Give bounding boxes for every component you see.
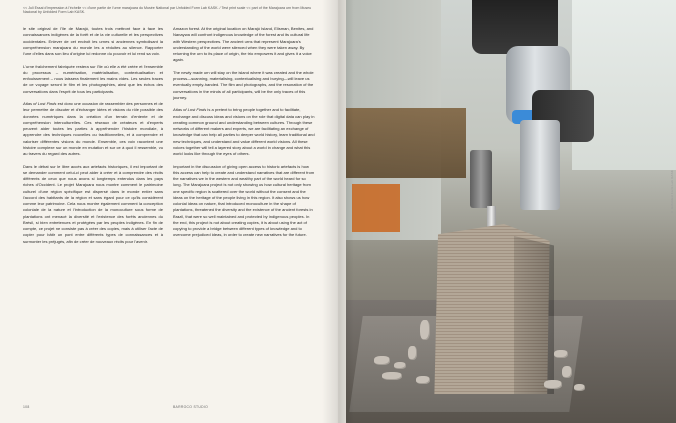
french-paragraph-3: [23, 101, 163, 157]
robot-arm: [520, 120, 560, 210]
french-paragraph-2: L'urne fraîchement fabriquée restera sur l'île où elle a été créée et l'ensemble du processus – numérisation, matérialisation, contextualisation et enfouissement – nous laissera finalement les mains vides. Les seules traces de ce voyage seront le film et les photographies, ainsi que les échos des conversations dans l'esprit de tous les participants.: [23, 63, 163, 94]
running-head: BARROCO STUDIO: [173, 405, 209, 409]
clay-fragment: [374, 356, 390, 365]
french-column: [23, 26, 163, 251]
photo-window: [572, 0, 676, 170]
clay-print-shadow: [514, 236, 554, 394]
figure-caption: << Juli Essai d'impression à l'échelle << d'une partie de l'urne marajoara du Musée National par Unfolded Form Lab KASK. / Test print scale << part of the Marajoara urn from Museu Nacional by Unfolded Form Lab KASK.: [23, 6, 312, 15]
french-paragraph-3-text: est donc une occasion de rassembler des personnes et de leur permettre de discuter et d'échanger idées et visions du rôle possible des données numériques dans la création d'un terrain d'entente et de compréhension interculturelles. Ces réseaux de créateurs et d'experts peuvent aider toutes les parties à appréhender l'histoire mondiale, à apprendre des techniques nouvelles ou traditionnelles, et à comprendre et valoriser différentes visions du monde. Ensemble, ces voix racontent une histoire complexe sur un monde en mutation et sur ce à quoi il ressemble, vu au travers du regard des autres.: [23, 101, 163, 156]
english-paragraph-4: Important in the discussion of giving open access to historic artefacts is how this access can help to create and understand narratives that are different from the narratives we in the western and wealthy part of the world heard for so long. The Marajoara project is not only showing us how cultural heritage from one specific region is scattered over the world without the consent and the ideas on the heritage of the people living in this region. It also shows us how colonial ideas on nature, that introduced monoculture in the shape of plantations, threatened the diversity and the existence of the ancient forests in Brazil, that were so well maintained and protected by indigenous peoples. In the end, this project is not about creating copies, it is about using the act of copying to provide a bridge between different types of knowledge and to overcome prejudiced ideas, in order to create new narratives for the future.: [173, 163, 315, 238]
english-title-italic: Atlas of Lost Finds: [173, 107, 207, 113]
english-paragraph-1: Amazon forest. At the original location on Marajó Island, Elisman, Benites, and Nanaywa will confront indigenous knowledge of the forest and its cultural life with Western perspectives. The ancient urns that represent Marajoara's understanding of the world were silenced when they were taken away. By returning the urn to its place of origin, the trio empowers it and gives it a voice again.: [173, 26, 314, 63]
french-title-italic: Atlas of Lost Finds: [23, 101, 57, 106]
english-paragraph-3-text: is a pretext to bring people together and to facilitate, exchange and discuss ideas and visions on the role that digital data can play in creating common ground and understanding between cultures. Through these networks of different makers and experts, we are facilitating an exchange of knowledge that can help all parties to deeper world history, learn traditional and new techniques, and understand and value different world visions. All these voices together will tell a layered story about a world in change and what this world looks like through the eyes of others.: [173, 107, 315, 156]
clay-fragment: [544, 380, 562, 389]
robot-clay-print-photo: [346, 0, 676, 423]
english-column: [173, 26, 315, 245]
photo-credit: © Unfolded Form Lab KASK: [670, 170, 674, 215]
photo-orange-object: [352, 184, 400, 232]
clay-fragment: [416, 376, 430, 384]
clay-fragment: [382, 372, 402, 380]
clay-fragment: [420, 320, 430, 340]
page-number: 108: [23, 405, 30, 409]
clay-fragment: [554, 350, 568, 358]
english-paragraph-3: [173, 107, 315, 157]
clay-fragment: [562, 366, 572, 378]
english-paragraph-2: The newly made urn will stay on the island where it was created and the whole process—scanning, materialising, contextualising and burying—will leave us eventually empty-handed. The film and photographs, and the resonation of the conversations in the minds of all participants, will be the only traces of this journey.: [173, 69, 314, 100]
clay-fragment: [394, 362, 406, 369]
clay-extruder: [470, 150, 492, 208]
french-paragraph-4: Dans le débat sur le libre accès aux artefacts historiques, il est important de se demander comment celui-ci peut aider à créer et à comprendre des récits différents de ceux que nous avons si longtemps entendus dans les pays riches d'Occident. Le projet Marajoara nous montre comment le patrimoine culturel d'une région spécifique est dispersé dans le monde entier sans l'accord des habitants de la région et sans égard pour ce qu'ils considèrent comme leur patrimoine. Cela nous montre également comment la conception coloniale de la nature et l'introduction de la monoculture sous forme de plantations ont menacé la diversité et l'existence des forêts anciennes du Brésil, si bien entretenues et protégées par les peuples indigènes. En fin de compte, ce projet ne consiste pas à créer des copies, mais à utiliser l'acte de copier pour bâtir un pont entre différents types de connaissances et à surmonter les préjugés, afin de créer de nouveaux récits pour l'avenir.: [23, 163, 163, 244]
clay-fragment: [408, 346, 417, 360]
french-paragraph-1: le site original de l'île de Marajó, toutes trois mettront face à face les connaissances indigènes de la forêt et de la vie culturelle et les perspectives occidentales. Enlever de cet endroit les urnes si anciennes symbolisant la compréhension marajoara du monde les a réduites au silence. Rapporter l'une d'elles dans son lieu d'origine lui redonne du pouvoir et lui rend sa voix.: [23, 26, 163, 56]
photo-shelf: [346, 108, 466, 178]
clay-fragment: [574, 384, 585, 391]
